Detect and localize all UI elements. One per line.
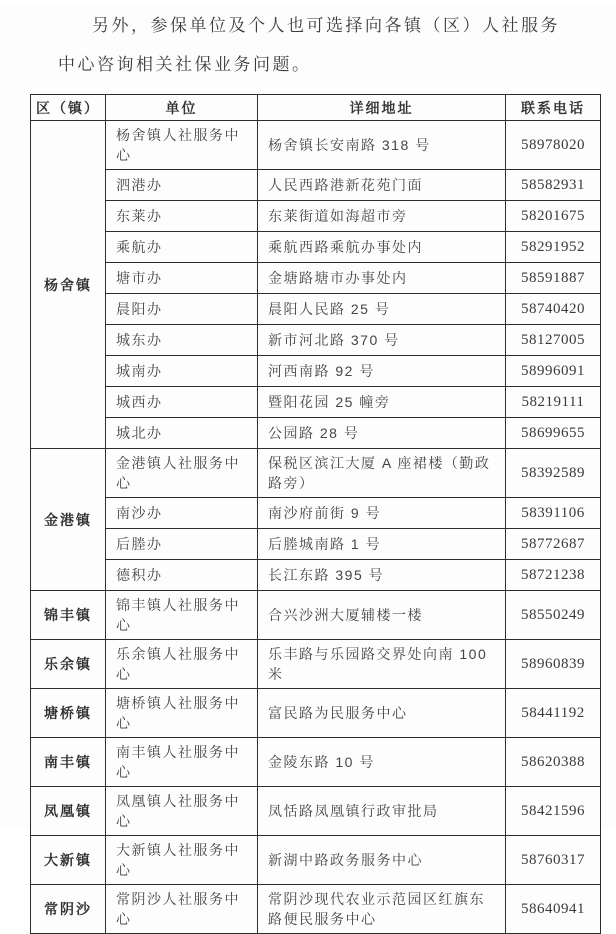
address-cell: 长江东路 395 号	[258, 560, 506, 591]
phone-cell: 58699655	[506, 418, 601, 449]
region-cell: 常阴沙	[31, 885, 106, 934]
document-page	[0, 6, 616, 927]
unit-cell: 锦丰镇人社服务中心	[106, 591, 258, 640]
table-row	[31, 263, 601, 294]
region-cell: 金港镇	[31, 449, 106, 591]
unit-cell: 凤凰镇人社服务中心	[106, 787, 258, 836]
unit-cell: 南沙办	[106, 498, 258, 529]
header-unit: 单位	[106, 95, 258, 121]
table-row	[31, 591, 601, 640]
unit-cell: 城南办	[106, 356, 258, 387]
phone-cell: 58996091	[506, 356, 601, 387]
address-cell: 河西南路 92 号	[258, 356, 506, 387]
unit-cell: 东莱办	[106, 201, 258, 232]
phone-cell: 58740420	[506, 294, 601, 325]
unit-cell: 城西办	[106, 387, 258, 418]
table-row	[31, 529, 601, 560]
address-cell: 晨阳人民路 25 号	[258, 294, 506, 325]
phone-cell: 58978020	[506, 121, 601, 170]
phone-cell: 58421596	[506, 787, 601, 836]
address-cell: 保税区滨江大厦 A 座裙楼（勤政路旁）	[258, 449, 506, 498]
phone-cell: 58620388	[506, 738, 601, 787]
unit-cell: 杨舍镇人社服务中心	[106, 121, 258, 170]
address-cell: 东莱街道如海超市旁	[258, 201, 506, 232]
table-row	[31, 836, 601, 885]
region-cell: 南丰镇	[31, 738, 106, 787]
phone-cell: 58960839	[506, 640, 601, 689]
phone-cell: 58291952	[506, 232, 601, 263]
table-row	[31, 356, 601, 387]
phone-cell: 58219111	[506, 387, 601, 418]
phone-cell: 58441192	[506, 689, 601, 738]
phone-cell: 58127005	[506, 325, 601, 356]
unit-cell: 城东办	[106, 325, 258, 356]
unit-cell: 塘市办	[106, 263, 258, 294]
unit-cell: 塘桥镇人社服务中心	[106, 689, 258, 738]
address-cell: 乘航西路乘航办事处内	[258, 232, 506, 263]
table-row	[31, 640, 601, 689]
table-row	[31, 787, 601, 836]
address-cell: 南沙府前街 9 号	[258, 498, 506, 529]
unit-cell: 南丰镇人社服务中心	[106, 738, 258, 787]
unit-cell: 晨阳办	[106, 294, 258, 325]
table-row	[31, 325, 601, 356]
address-cell: 金陵东路 10 号	[258, 738, 506, 787]
address-cell: 金塘路塘市办事处内	[258, 263, 506, 294]
unit-cell: 泗港办	[106, 170, 258, 201]
phone-cell: 58550249	[506, 591, 601, 640]
header-address: 详细地址	[258, 95, 506, 121]
phone-cell: 58591887	[506, 263, 601, 294]
unit-cell: 常阴沙人社服务中心	[106, 885, 258, 934]
address-cell: 合兴沙洲大厦辅楼一楼	[258, 591, 506, 640]
header-region: 区（镇）	[31, 95, 106, 121]
address-cell: 常阴沙现代农业示范园区红旗东路便民服务中心	[258, 885, 506, 934]
unit-cell: 德积办	[106, 560, 258, 591]
phone-cell: 58391106	[506, 498, 601, 529]
region-cell: 塘桥镇	[31, 689, 106, 738]
header-phone: 联系电话	[506, 95, 601, 121]
header-row	[31, 95, 601, 121]
table-row	[31, 201, 601, 232]
unit-cell: 乐余镇人社服务中心	[106, 640, 258, 689]
table-header	[31, 95, 601, 121]
table-row	[31, 121, 601, 170]
intro-paragraph: 另外，参保单位及个人也可选择向各镇（区）人社服务中心咨询相关社保业务问题。	[58, 16, 560, 74]
table-row	[31, 170, 601, 201]
phone-cell: 58760317	[506, 836, 601, 885]
table-row	[31, 738, 601, 787]
service-center-table	[30, 94, 601, 934]
address-cell: 杨舍镇长安南路 318 号	[258, 121, 506, 170]
address-cell: 乐丰路与乐园路交界处向南 100 米	[258, 640, 506, 689]
table-row	[31, 232, 601, 263]
address-cell: 后塍城南路 1 号	[258, 529, 506, 560]
table-row	[31, 294, 601, 325]
region-cell: 锦丰镇	[31, 591, 106, 640]
address-cell: 凤恬路凤凰镇行政审批局	[258, 787, 506, 836]
address-cell: 富民路为民服务中心	[258, 689, 506, 738]
unit-cell: 后塍办	[106, 529, 258, 560]
unit-cell: 城北办	[106, 418, 258, 449]
phone-cell: 58721238	[506, 560, 601, 591]
service-table-body	[31, 121, 601, 934]
region-cell: 杨舍镇	[31, 121, 106, 449]
region-cell: 乐余镇	[31, 640, 106, 689]
phone-cell: 58392589	[506, 449, 601, 498]
table-row	[31, 885, 601, 934]
unit-cell: 乘航办	[106, 232, 258, 263]
table-row	[31, 560, 601, 591]
address-cell: 公园路 28 号	[258, 418, 506, 449]
address-cell: 暨阳花园 25 幢旁	[258, 387, 506, 418]
table-row	[31, 387, 601, 418]
table-row	[31, 498, 601, 529]
table-row	[31, 689, 601, 738]
unit-cell: 大新镇人社服务中心	[106, 836, 258, 885]
unit-cell: 金港镇人社服务中心	[106, 449, 258, 498]
table-row	[31, 418, 601, 449]
phone-cell: 58640941	[506, 885, 601, 934]
phone-cell: 58201675	[506, 201, 601, 232]
address-cell: 新湖中路政务服务中心	[258, 836, 506, 885]
address-cell: 人民西路港新花苑门面	[258, 170, 506, 201]
phone-cell: 58772687	[506, 529, 601, 560]
region-cell: 大新镇	[31, 836, 106, 885]
address-cell: 新市河北路 370 号	[258, 325, 506, 356]
phone-cell: 58582931	[506, 170, 601, 201]
table-row	[31, 449, 601, 498]
region-cell: 凤凰镇	[31, 787, 106, 836]
